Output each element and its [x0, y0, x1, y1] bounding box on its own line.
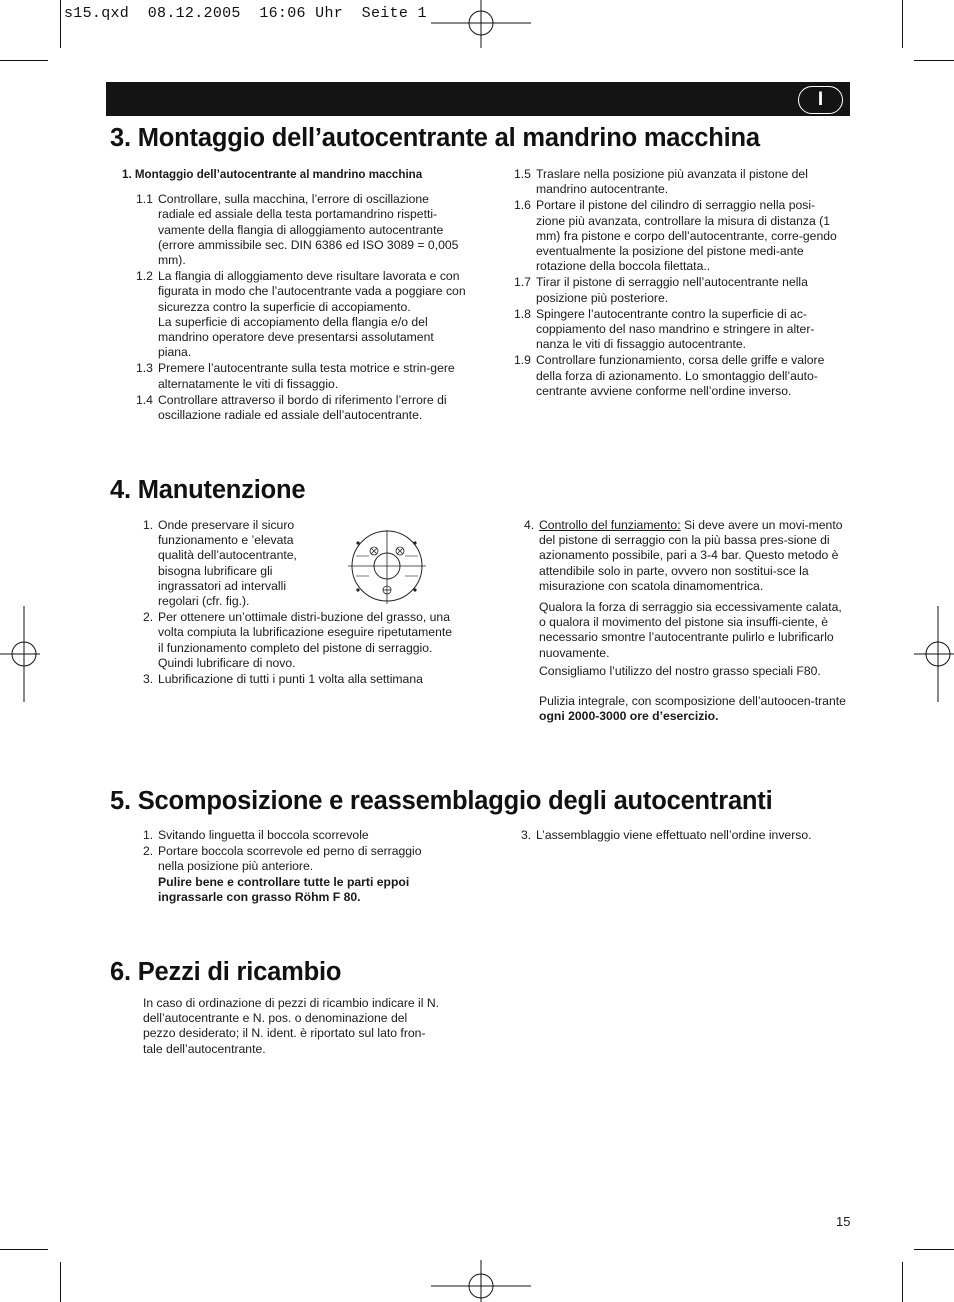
- header-bar: [106, 82, 850, 116]
- item-number: 2.: [143, 610, 154, 625]
- section-6-title: 6. Pezzi di ricambio: [110, 958, 342, 986]
- item-text: Portare il pistone del cilindro di serraggio nella posi-zione più avanzata, controllare la misura di distanza (1 mm) fra pistone e corpo dell’autocentrante, corre-gendo eventualmente la posizione del pistone medi-ante rotazione della boccola filettata..: [536, 198, 837, 274]
- crop-mark: [902, 1262, 903, 1302]
- item-text: Controllare attraverso il bordo di riferimento l’errore di oscillazione radiale ed assiale dell’autocentrante.: [158, 392, 447, 423]
- crop-mark: [902, 0, 903, 48]
- item-text-continued: La superficie di accopiamento della flangia e/o del mandrino operatore deve presentarsi assolutament piana.: [158, 314, 434, 360]
- crop-mark: [0, 1249, 48, 1250]
- section-3-right-column: [514, 167, 844, 400]
- item-text: Tirar il pistone di serraggio nell’autocentrante nella posizione più posteriore.: [536, 275, 808, 305]
- section-3-subtitle: 1. Montaggio dell’autocentrante al mandrino macchina: [122, 168, 423, 181]
- list-item: [136, 192, 467, 268]
- item-text: Premere l’autocentrante sulla testa motrice e strin-gere alternatamente le viti di fissaggio.: [158, 361, 455, 391]
- item-text: Si deve avere un movi-mento del pistone di serraggio con la più bassa pres-sione di azionamento possibile, pari a 3-4 bar. Questo metodo è attendibile solo in parte, ovvero non sostitui-sce la misurazione con scatola dinamomentrica.: [539, 518, 843, 593]
- item-text: Controllare, sulla macchina, l’errore di oscillazione radiale ed assiale della testa portamandrino rispetti-vamente della flangia di alloggiamento autocentrante (errore ammissibile sec. DIN 6386 ed ISO 3089 = 0,005 mm).: [158, 192, 459, 268]
- section-5-title: 5. Scomposizione e reassemblaggio degli autocentranti: [110, 787, 773, 815]
- list-item: [514, 167, 844, 197]
- item-number: 2.: [143, 844, 154, 859]
- section-4-right-column: [524, 518, 849, 724]
- section-3-left-column: [122, 167, 467, 424]
- item-text: L’assemblaggio viene effettuato nell’ordine inverso.: [536, 828, 812, 842]
- item-number: 4.: [524, 518, 535, 532]
- item-text: Onde preservare il sicuro funzionamento e ’elevata qualità dell’autocentrante, bisogna lubrificare gli ingrassatori ad intervalli regolari (cfr. fig.).: [158, 518, 297, 609]
- list-item: [143, 672, 458, 687]
- section-5-right-column: [521, 828, 846, 844]
- list-item: [524, 518, 849, 594]
- item-number: 1.8: [514, 306, 531, 321]
- item-number: 1.6: [514, 198, 531, 213]
- item-text: Portare boccola scorrevole ed perno di serraggio nella posizione più anteriore.: [158, 844, 422, 874]
- crop-mark: [0, 60, 48, 61]
- item-number: 1.: [143, 828, 154, 842]
- list-item: [143, 828, 443, 843]
- registration-mark-bottom: [431, 1260, 531, 1302]
- list-item: [136, 393, 467, 423]
- crop-mark: [60, 1262, 61, 1302]
- paragraph: Consigliamo l’utilizzo del nostro grasso speciali F80.: [539, 663, 821, 678]
- section-5-left-column: [143, 828, 443, 906]
- list-item: [143, 610, 458, 671]
- list-item: [514, 353, 844, 399]
- paragraph: Qualora la forza di serraggio sia eccessivamente calata, o qualora il movimento del pistone sia insuffi-ciente, è necessario smontre l’autocentrante pulirlo e lubrificarlo nuovamente.: [539, 600, 842, 660]
- item-text: Per ottenere un’ottimale distri-buzione del grasso, una volta compiuta la lubrificazione eseguire ripetutamente il funzionamento completo del pistone di serraggio. Quindi lubrificare di novo.: [158, 610, 453, 670]
- item-text-bold: Pulire bene e controllare tutte le parti eppoi ingrassarle con grasso Röhm F 80.: [158, 874, 410, 904]
- section-3-title: 3. Montaggio dell’autocentrante al mandrino macchina: [110, 124, 760, 152]
- registration-mark-left: [0, 606, 40, 702]
- list-item: [514, 307, 844, 353]
- item-number: 1.: [143, 518, 154, 532]
- list-item: [514, 275, 844, 305]
- item-number: 1.7: [514, 275, 531, 290]
- item-text: Spingere l’autocentrante contro la superficie di ac-coppiamento del naso mandrino e stringere in alter-nanza le viti di fissaggio autocentrante.: [536, 306, 815, 352]
- lubrication-points-figure: [344, 528, 430, 608]
- item-text: Traslare nella posizione più avanzata il pistone del mandrino autocentrante.: [536, 167, 808, 197]
- print-slug: s15.qxd 08.12.2005 16:06 Uhr Seite 1: [64, 5, 427, 22]
- section-4-title: 4. Manutenzione: [110, 476, 306, 504]
- section-6-text: In caso di ordinazione di pezzi di ricambio indicare il N. dell’autocentrante e N. pos. o denominazione del pezzo desiderato; il N. ident. è riportato sul lato fron-tale dell’autocentrante.: [143, 996, 440, 1056]
- list-item: [514, 198, 844, 274]
- page-number: 15: [836, 1214, 851, 1229]
- crop-mark: [60, 0, 61, 48]
- list-item: [521, 828, 846, 843]
- item-number: 1.1: [136, 192, 153, 207]
- item-number: 1.4: [136, 392, 153, 407]
- item-text: Controllare funzionamiento, corsa delle griffe e valore della forza di azionamento. Lo smontaggio dell’auto-centrante avviene conforme nell’ordine inverso.: [536, 353, 825, 398]
- crop-mark: [914, 60, 954, 61]
- item-number: 1.2: [136, 269, 153, 284]
- item-number: 1.5: [514, 167, 531, 181]
- paragraph: Pulizia integrale, con scomposizione dell’autoocen-trante: [539, 694, 846, 709]
- item-number: 3.: [521, 828, 532, 842]
- language-badge: I: [798, 86, 843, 114]
- crop-mark: [914, 1249, 954, 1250]
- registration-mark-top: [431, 0, 531, 48]
- paragraph-bold: ogni 2000-3000 ore d’esercizio.: [539, 709, 719, 724]
- item-number: 1.9: [514, 353, 531, 368]
- item-text: Svitando linguetta il boccola scorrevole: [158, 828, 369, 842]
- item-text: Lubrificazione di tutti i punti 1 volta alla settimana: [158, 672, 423, 687]
- list-item: [136, 269, 467, 360]
- item-number: 3.: [143, 672, 154, 687]
- item-label: Controllo del funziamento:: [539, 518, 681, 532]
- item-text: La flangia di alloggiamento deve risultare lavorata e con figurata in modo che l’autocentrante vada a poggiare con sicurezza contro la superficie di accopiamento.: [158, 269, 466, 314]
- list-item: [136, 361, 467, 391]
- registration-mark-right: [914, 606, 954, 702]
- item-number: 1.3: [136, 361, 153, 376]
- list-item: [143, 844, 443, 905]
